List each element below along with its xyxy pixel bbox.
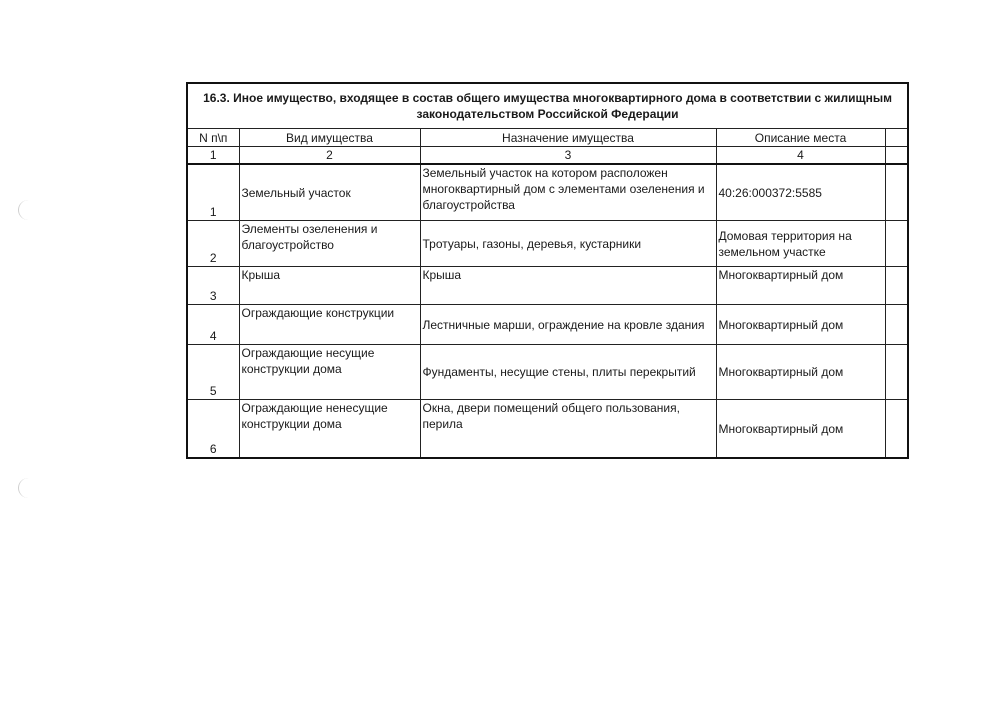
table-row: [187, 221, 908, 267]
row-kind: Ограждающие конструкции: [239, 305, 420, 345]
row-number: 4: [187, 305, 239, 345]
punch-hole-mark: [18, 200, 39, 220]
row-number: 3: [187, 267, 239, 305]
header-number: N п\п: [187, 129, 239, 147]
row-purpose: Фундаменты, несущие стены, плиты перекрытий: [420, 345, 716, 400]
row-kind: Элементы озеленения и благоустройство: [239, 221, 420, 267]
column-number-row: [187, 147, 908, 165]
row-extra: [885, 305, 908, 345]
header-extra: [885, 129, 908, 147]
table-row: [187, 267, 908, 305]
row-purpose: Лестничные марши, ограждение на кровле здания: [420, 305, 716, 345]
header-kind: Вид имущества: [239, 129, 420, 147]
row-place: Многоквартирный дом: [716, 305, 885, 345]
row-number: 1: [187, 164, 239, 221]
punch-hole-mark: [18, 478, 39, 498]
table-row: [187, 164, 908, 221]
table-row: [187, 305, 908, 345]
row-extra: [885, 400, 908, 459]
row-kind: Ограждающие несущие конструкции дома: [239, 345, 420, 400]
row-kind: Земельный участок: [239, 164, 420, 221]
column-number: 4: [716, 147, 885, 165]
table-row: [187, 400, 908, 459]
row-kind: Крыша: [239, 267, 420, 305]
column-number: 2: [239, 147, 420, 165]
row-number: 5: [187, 345, 239, 400]
row-purpose: Земельный участок на котором расположен многоквартирный дом с элементами озеленения и благоустройства: [420, 164, 716, 221]
row-extra: [885, 164, 908, 221]
row-place: Многоквартирный дом: [716, 400, 885, 459]
row-extra: [885, 221, 908, 267]
row-kind: Ограждающие ненесущие конструкции дома: [239, 400, 420, 459]
column-number: [885, 147, 908, 165]
table-row: [187, 345, 908, 400]
table-title: 16.3. Иное имущество, входящее в состав общего имущества многоквартирного дома в соответствии с жилищным законодательством Российской Федерации: [187, 83, 908, 129]
column-number: 1: [187, 147, 239, 165]
row-number: 2: [187, 221, 239, 267]
header-purpose: Назначение имущества: [420, 129, 716, 147]
row-extra: [885, 267, 908, 305]
table-header-row: [187, 129, 908, 147]
row-place: Многоквартирный дом: [716, 267, 885, 305]
column-number: 3: [420, 147, 716, 165]
row-purpose: Тротуары, газоны, деревья, кустарники: [420, 221, 716, 267]
row-place: Домовая территория на земельном участке: [716, 221, 885, 267]
header-place: Описание места: [716, 129, 885, 147]
row-number: 6: [187, 400, 239, 459]
row-purpose: Крыша: [420, 267, 716, 305]
row-place: Многоквартирный дом: [716, 345, 885, 400]
row-place: 40:26:000372:5585: [716, 164, 885, 221]
row-purpose: Окна, двери помещений общего пользования, перила: [420, 400, 716, 459]
row-extra: [885, 345, 908, 400]
property-table: [186, 82, 909, 459]
